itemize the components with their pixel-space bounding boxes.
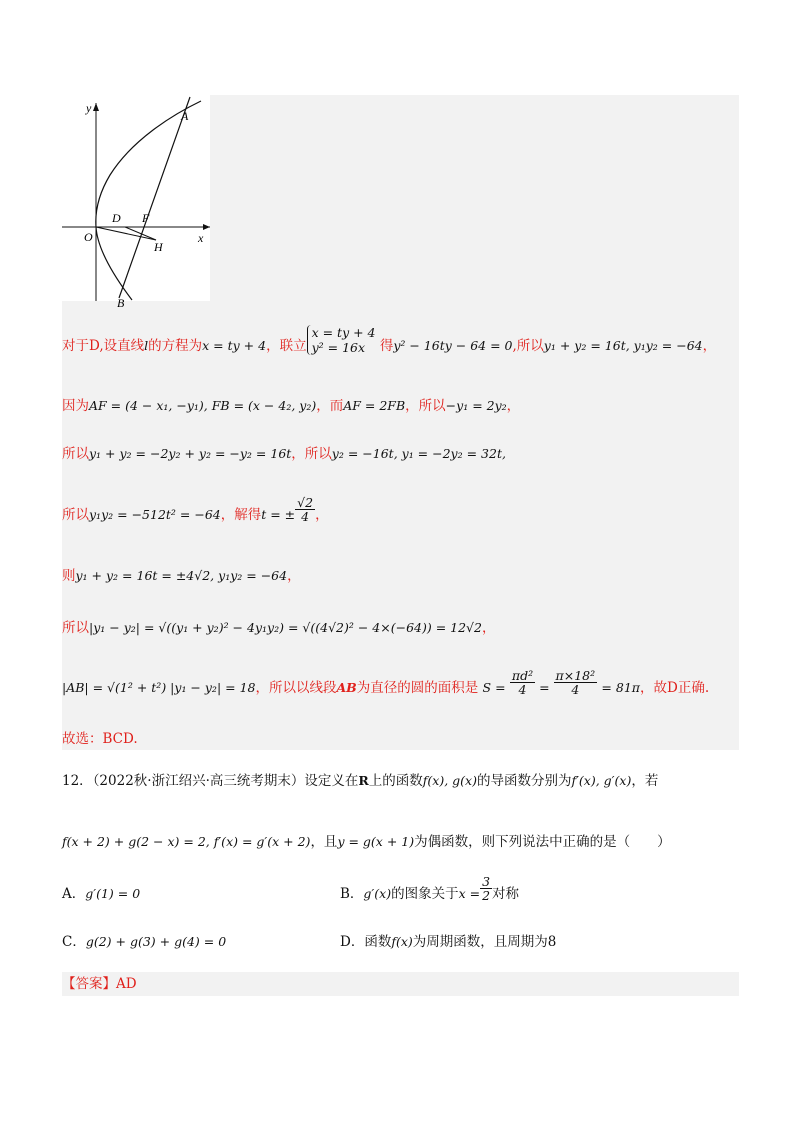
solution-line-2 [62,396,520,416]
math-quadratic: y² − 16ty − 64 = 0 [393,338,513,353]
segment-oh [96,227,156,240]
text: ， [481,620,496,636]
fraction-area-1 [510,669,535,696]
math-line-eq: x = ty + 4 [202,338,267,353]
solution-line-7: |AB| = √(1² + t²) |y₁ − y₂| = 18，所以以线段AB为直径的圆的面积是 S = $\frac{\text{πd²}}{4}$ = $\frac{\text{π×18²}}{4}$ = 81π，故D正确. [62,668,710,697]
math-domain: R [358,773,369,788]
text: 的方程为 [148,338,203,354]
option-d[interactable] [340,932,556,952]
math-functions: f(x), g(x) [422,773,477,788]
math-ab: AB [336,680,357,695]
text: 对称 [492,886,520,902]
x-axis-arrow-icon [203,224,210,230]
line-ab [119,97,190,298]
option-a[interactable] [62,884,140,904]
text: ， [315,507,329,523]
answer-label: 【答案】 [62,976,116,992]
math-y-relation: −y₁ = 2y₂ [445,398,507,413]
question-12-line-2 [62,832,671,852]
system-eq-1: x = ty + 4 [311,324,376,340]
math-vectors: AF = (4 − x₁, −y₁), FB = (x − 4₂, y₂) [89,398,317,413]
system-eq-2: y² = 16x [311,339,366,355]
text: 正确. [677,680,710,696]
math-l: l [144,338,149,353]
parabola-figure [62,95,210,310]
option-label: A． [62,886,86,902]
text: ，所以 [291,446,332,462]
option-label: C． [62,934,86,950]
y-axis-arrow-icon [93,103,99,111]
text: 则 [62,568,76,584]
option-c[interactable] [62,932,226,952]
frac-num: πd² [511,668,534,683]
text: 得 [379,338,394,354]
text: 因为 [62,398,89,414]
option-b[interactable] [340,874,520,904]
text: ，解得 [220,507,262,523]
math-difference: |y₁ − y₂| = √((y₁ + y₂)² − 4y₁y₂) = √((4√2)² − 4×(−64)) = 12√2 [89,620,482,635]
text: ，联立 [266,338,307,354]
option-math: g′(1) = 0 [85,886,141,901]
math-solve-y: y₂ = −16t, y₁ = −2y₂ = 32t, [331,446,506,461]
answer-line [62,974,137,994]
label-a: A [181,109,189,123]
math-even-function: y = g(x + 1) [337,834,415,849]
text: 函数 [364,934,392,950]
math-conditions: f(x + 2) + g(2 − x) = 2, f′(x) = g′(x + 2) [62,834,311,849]
math-vieta: y₁ + y₂ = 16t, y₁y₂ = −64 [543,338,703,353]
parabola-diagram [62,95,210,310]
label-f: F [142,211,150,225]
frac-den: 4 [301,509,310,524]
text: 为周期函数，且周期为 [412,934,548,950]
frac-den: 2 [482,888,491,903]
question-number: 12． [62,773,93,789]
text: 所以 [62,446,89,462]
frac-num: π×18² [555,668,596,683]
option-label: D． [340,934,365,950]
question-source: （2022秋·浙江绍兴·高三统考期末） [92,773,305,789]
frac-den: 4 [518,682,527,697]
math-s: S = [482,680,506,695]
math-chord-length: |AB| = √(1² + t²) |y₁ − y₂| = 18 [62,680,256,695]
fraction-sqrt2-over-4 [295,496,315,523]
text: ， [702,338,717,354]
label-h: H [154,240,163,254]
math-values: y₁ + y₂ = 16t = ±4√2, y₁y₂ = −64 [75,568,288,583]
text: ，所以以线段 [255,680,337,696]
fraction-three-halves [480,875,492,902]
solution-conclusion: 故选：BCD. [62,731,138,747]
solution-line-3 [62,444,506,464]
math-x: x = [458,886,481,901]
answer-bar [62,972,739,996]
text: ，若 [631,773,659,789]
math-vector-relation: AF = 2FB [343,398,406,413]
text: 为偶函数，则下列说法中正确的是（ ） [414,834,671,850]
frac-den: 4 [571,682,580,697]
parabola-curve [96,101,201,300]
math-sum: y₁ + y₂ = −2y₂ + y₂ = −y₂ = 16t [89,446,292,461]
solution-line-1 [62,324,717,356]
math-area-result: = 81π [601,680,640,695]
text: 对于D,设直线 [62,338,145,354]
text: 8 [547,934,557,950]
text: ,所以 [512,338,544,354]
text: ，所以 [405,398,446,414]
text: 设定义在 [304,773,359,789]
math-derivatives: f′(x), g′(x) [571,773,632,788]
equation-system [307,325,376,355]
text: 为直径的圆的面积是 [356,680,479,696]
text: ，而 [316,398,344,414]
option-math: g(2) + g(3) + g(4) = 0 [85,934,227,949]
text: 的图象关于 [391,886,459,902]
option-math: f(x) [391,934,413,949]
label-y: y [86,101,92,115]
solution-line-4 [62,495,329,525]
text: ，且 [310,834,338,850]
label-x: x [198,231,204,245]
text: 上的函数 [368,773,423,789]
fraction-area-2 [554,669,598,696]
text: 所以 [62,620,89,636]
text: 的导函数分别为 [476,773,572,789]
solution-line-6 [62,618,495,638]
option-label: B． [340,886,364,902]
option-math: g′(x) [363,886,392,901]
math-t: t = ± [261,507,296,522]
text: 所以 [62,507,89,523]
frac-num: 3 [482,874,491,889]
solution-line-5 [62,566,301,586]
label-b: B [117,296,125,310]
math-product: y₁y₂ = −512t² = −64 [89,507,221,522]
answer-value: AD [116,976,137,992]
text: ，故 [640,680,667,696]
question-12-line-1 [62,771,658,791]
label-o: O [84,230,93,244]
text: ， [287,568,301,584]
frac-num: √2 [297,495,314,510]
text-d: D [667,680,678,696]
label-d: D [112,211,121,225]
text: ， [506,398,521,414]
